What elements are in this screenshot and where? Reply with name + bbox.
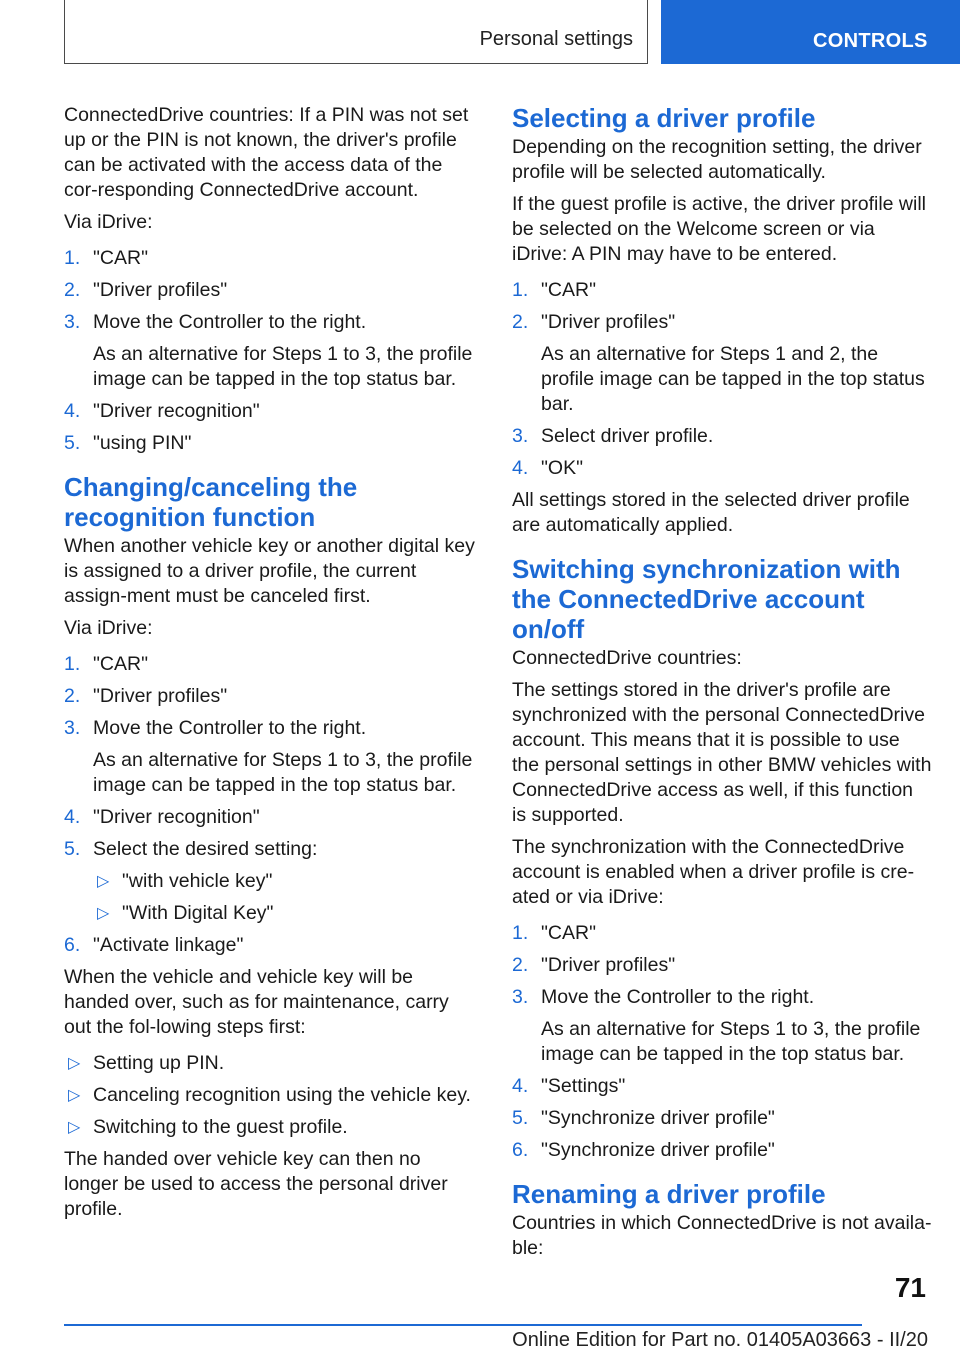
section-heading: Renaming a driver profile [512,1179,826,1209]
step-text: "CAR" [93,653,149,675]
list-item [64,684,476,709]
step-number: 4. [512,1075,529,1097]
step-text: "using PIN" [93,432,192,454]
step-list [512,921,932,1163]
list-item [64,933,476,958]
step-number: 6. [512,1139,529,1161]
paragraph: ConnectedDrive countries: If a PIN was not set up or the PIN is not known, the driver's profile can be activated with the access data of the cor-responding ConnectedDrive account. [64,104,469,201]
paragraph: The handed over vehicle key can then no longer be used to access the personal driver profile. [64,1148,448,1220]
list-item [64,310,476,392]
step-text: "CAR" [93,247,149,269]
step-text: Move the Controller to the right. [93,717,367,739]
option-text: "with vehicle key" [122,870,273,892]
step-number: 3. [512,425,529,447]
list-item [512,310,932,417]
step-note: As an alternative for Steps 1 and 2, the profile image can be tapped in the top status bar. [541,343,925,415]
header-section-title: Personal settings [479,28,633,50]
step-number: 3. [64,717,81,739]
step-text: Move the Controller to the right. [93,311,367,333]
step-text: Move the Controller to the right. [541,986,815,1008]
paragraph: Depending on the recognition setting, the driver profile will be selected automatically. [512,136,922,183]
section-heading: Changing/canceling the recognition function [64,472,358,532]
step-number: 2. [64,279,81,301]
step-number: 1. [64,247,81,269]
paragraph: Via iDrive: [64,211,153,233]
paragraph: Countries in which ConnectedDrive is not availa-ble: [512,1212,932,1259]
step-number: 5. [512,1107,529,1129]
list-item [64,652,476,677]
bullet-list [64,1051,476,1140]
step-list [512,278,932,481]
list-item [512,953,932,978]
footer-edition: Online Edition for Part no. 01405A03663 - II/20 [512,1329,928,1351]
list-item [64,1051,476,1076]
list-item [93,901,476,926]
step-list [64,246,476,456]
step-number: 4. [64,400,81,422]
paragraph: ConnectedDrive countries: [512,647,742,669]
right-column [512,103,932,1268]
step-text: "CAR" [541,279,597,301]
step-number: 6. [64,934,81,956]
list-item [93,869,476,894]
paragraph: Via iDrive: [64,617,153,639]
step-text: "Driver recognition" [93,806,260,828]
option-list [93,869,476,926]
step-note: As an alternative for Steps 1 to 3, the profile image can be tapped in the top status bar. [541,1018,921,1065]
list-item [512,456,932,481]
step-number: 2. [512,954,529,976]
step-number: 3. [512,986,529,1008]
step-text: Select driver profile. [541,425,714,447]
step-text: "Driver profiles" [541,311,676,333]
step-number: 4. [512,457,529,479]
paragraph: All settings stored in the selected driver profile are automatically applied. [512,489,910,536]
step-text: "Driver recognition" [93,400,260,422]
bullet-text: Canceling recognition using the vehicle key. [93,1084,471,1106]
step-text: "Activate linkage" [93,934,244,956]
step-text: "CAR" [541,922,597,944]
triangle-right-icon: ▷ [68,1087,81,1104]
list-item [64,246,476,271]
paragraph: When the vehicle and vehicle key will be handed over, such as for maintenance, carry out the fol-lowing steps first: [64,966,449,1038]
list-item [512,278,932,303]
list-item [64,837,476,926]
step-number: 2. [64,685,81,707]
list-item [512,921,932,946]
paragraph: The settings stored in the driver's profile are synchronized with the personal ConnectedDrive account. This means that it is possible to use the personal settings in other BMW vehicles with ConnectedDrive access as well, if this function is supported. [512,679,932,826]
step-number: 1. [512,922,529,944]
option-text: "With Digital Key" [122,902,274,924]
list-item [512,424,932,449]
step-number: 5. [64,838,81,860]
step-text: "Driver profiles" [93,685,228,707]
paragraph: When another vehicle key or another digital key is assigned to a driver profile, the current assign-ment must be canceled first. [64,535,475,607]
header-chapter-tab[interactable]: CONTROLS [661,0,960,64]
bullet-text: Switching to the guest profile. [93,1116,348,1138]
list-item [64,716,476,798]
list-item [64,805,476,830]
list-item [512,1106,932,1131]
step-text: "Driver profiles" [541,954,676,976]
bullet-text: Setting up PIN. [93,1052,225,1074]
step-number: 1. [512,279,529,301]
section-heading: Switching synchronization with the ConnectedDrive account on/off [512,554,901,644]
section-heading: Selecting a driver profile [512,103,816,133]
header-section-box [64,0,648,64]
footer-divider [64,1324,862,1326]
step-number: 5. [64,432,81,454]
step-text: "Synchronize driver profile" [541,1139,775,1161]
paragraph: The synchronization with the ConnectedDrive account is enabled when a driver profile is cre-ated or via iDrive: [512,836,915,908]
triangle-right-icon: ▷ [68,1119,81,1136]
paragraph: If the guest profile is active, the driver profile will be selected on the Welcome screen or via iDrive: A PIN may have to be entered. [512,193,927,265]
step-text: "Driver profiles" [93,279,228,301]
page-number: 71 [894,1272,926,1303]
triangle-right-icon: ▷ [68,1055,81,1072]
list-item [64,1115,476,1140]
list-item [64,399,476,424]
step-text: Select the desired setting: [93,838,318,860]
step-number: 1. [64,653,81,675]
step-note: As an alternative for Steps 1 to 3, the profile image can be tapped in the top status bar. [93,749,473,796]
list-item [512,985,932,1067]
step-list [64,652,476,958]
list-item [64,1083,476,1108]
triangle-right-icon: ▷ [97,873,110,890]
step-note: As an alternative for Steps 1 to 3, the profile image can be tapped in the top status bar. [93,343,473,390]
step-number: 4. [64,806,81,828]
list-item [512,1138,932,1163]
step-number: 3. [64,311,81,333]
list-item [512,1074,932,1099]
triangle-right-icon: ▷ [97,905,110,922]
left-column [64,103,476,1229]
list-item [64,278,476,303]
step-text: "Synchronize driver profile" [541,1107,775,1129]
step-text: "Settings" [541,1075,626,1097]
step-number: 2. [512,311,529,333]
list-item [64,431,476,456]
step-text: "OK" [541,457,584,479]
